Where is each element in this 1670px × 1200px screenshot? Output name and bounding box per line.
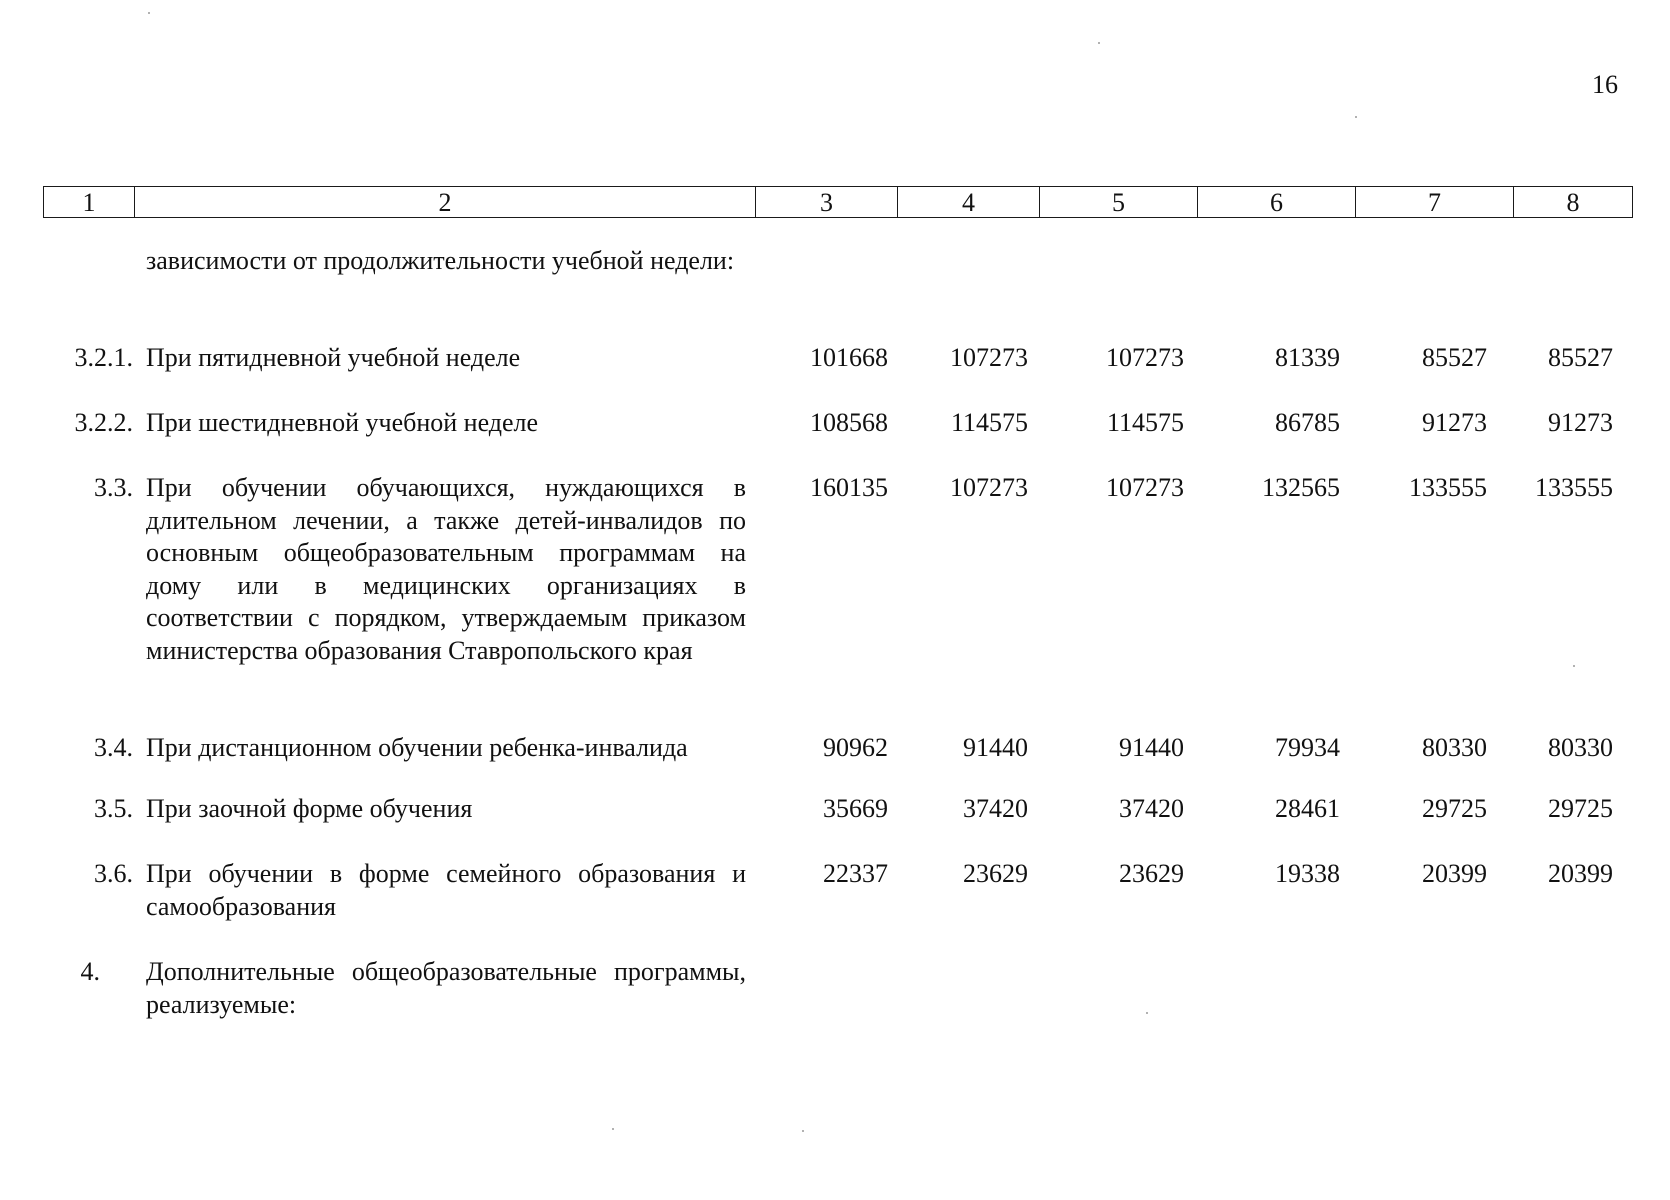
row-number: 3.3. xyxy=(94,473,133,502)
row-number: 3.5. xyxy=(94,794,133,823)
scan-speck xyxy=(1098,42,1100,44)
row-number: 3.6. xyxy=(94,859,133,888)
cell-col-3: 90962 xyxy=(823,733,888,762)
cell-col-7: 133555 xyxy=(1409,473,1487,502)
cell-col-4: 23629 xyxy=(963,859,1028,888)
cell-col-8: 29725 xyxy=(1548,794,1613,823)
cell-col-7: 20399 xyxy=(1422,859,1487,888)
cell-col-3: 22337 xyxy=(823,859,888,888)
row-description: При обучении обучающихся, нуждающихся в длительном лечении, а также детей-инвалидов по основным общеобразовательным программам на дому или в медицинских организациях в соответствии с порядком, утверждаемым приказом министерства образования Ставропольского края xyxy=(146,473,746,665)
scan-speck xyxy=(802,1130,804,1132)
cell-col-4: 107273 xyxy=(950,343,1028,372)
row-description: При обучении в форме семейного образования и самообразования xyxy=(146,859,746,921)
header-col-4: 4 xyxy=(898,187,1040,218)
scan-speck xyxy=(612,1128,614,1130)
row-description: При шестидневной учебной неделе xyxy=(146,408,539,437)
cell-col-3: 160135 xyxy=(810,473,888,502)
page-number: 16 xyxy=(1592,70,1618,99)
cell-col-5: 91440 xyxy=(1119,733,1184,762)
cell-col-5: 114575 xyxy=(1106,408,1184,437)
scan-speck xyxy=(1573,665,1575,667)
scan-speck xyxy=(148,12,150,14)
header-col-1: 1 xyxy=(44,187,135,218)
cell-col-6: 81339 xyxy=(1275,343,1340,372)
row-description: При заочной форме обучения xyxy=(146,794,473,823)
header-col-3: 3 xyxy=(756,187,898,218)
cell-col-3: 101668 xyxy=(810,343,888,372)
header-col-2: 2 xyxy=(135,187,756,218)
cell-col-6: 28461 xyxy=(1275,794,1340,823)
cell-col-5: 107273 xyxy=(1106,473,1184,502)
column-number-header xyxy=(43,186,1633,218)
cell-col-4: 114575 xyxy=(950,408,1028,437)
header-col-8: 8 xyxy=(1514,187,1633,218)
cell-col-5: 23629 xyxy=(1119,859,1184,888)
cell-col-3: 35669 xyxy=(823,794,888,823)
cell-col-4: 107273 xyxy=(950,473,1028,502)
cell-col-7: 29725 xyxy=(1422,794,1487,823)
cell-col-8: 20399 xyxy=(1548,859,1613,888)
cell-col-6: 86785 xyxy=(1275,408,1340,437)
cell-col-8: 91273 xyxy=(1548,408,1613,437)
intro-text: зависимости от продолжительности учебной недели: xyxy=(146,246,735,275)
cell-col-6: 19338 xyxy=(1275,859,1340,888)
cell-col-7: 80330 xyxy=(1422,733,1487,762)
cell-col-8: 85527 xyxy=(1548,343,1613,372)
row-number: 3.2.2. xyxy=(74,408,133,437)
cell-col-5: 107273 xyxy=(1106,343,1184,372)
row-number: 4. xyxy=(80,957,100,986)
scan-speck xyxy=(1355,116,1357,118)
row-description: При пятидневной учебной неделе xyxy=(146,343,521,372)
cell-col-4: 91440 xyxy=(963,733,1028,762)
cell-col-7: 85527 xyxy=(1422,343,1487,372)
header-col-7: 7 xyxy=(1356,187,1514,218)
cell-col-6: 132565 xyxy=(1262,473,1340,502)
row-number: 3.4. xyxy=(94,733,133,762)
header-col-5: 5 xyxy=(1040,187,1198,218)
cell-col-8: 133555 xyxy=(1535,473,1613,502)
scan-speck xyxy=(1146,1012,1148,1014)
cell-col-8: 80330 xyxy=(1548,733,1613,762)
row-description: Дополнительные общеобразовательные программы, реализуемые: xyxy=(146,957,746,1019)
cell-col-5: 37420 xyxy=(1119,794,1184,823)
cell-col-4: 37420 xyxy=(963,794,1028,823)
cell-col-7: 91273 xyxy=(1422,408,1487,437)
header-col-6: 6 xyxy=(1198,187,1356,218)
cell-col-6: 79934 xyxy=(1275,733,1340,762)
row-number: 3.2.1. xyxy=(74,343,133,372)
row-description: При дистанционном обучении ребенка-инвалида xyxy=(146,733,688,762)
cell-col-3: 108568 xyxy=(810,408,888,437)
